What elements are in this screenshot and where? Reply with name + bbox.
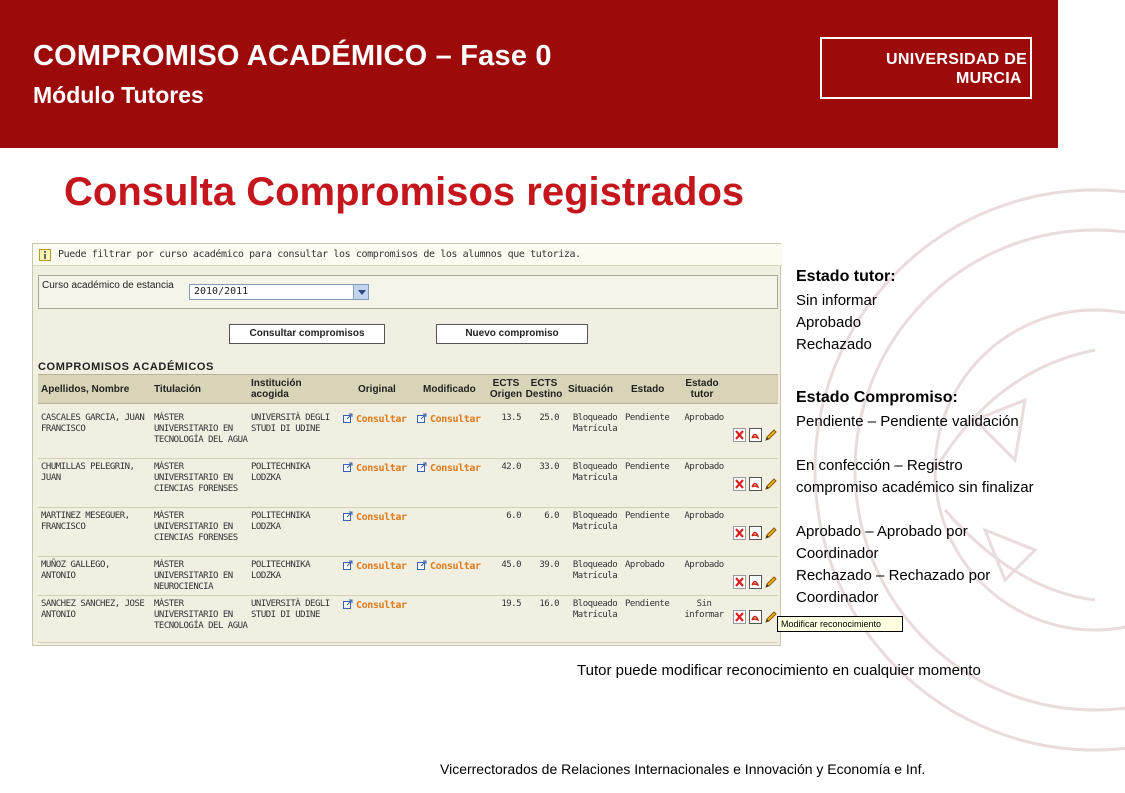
column-header: Estado tutor [685,378,719,400]
presentation-subtitle: Módulo Tutores [33,82,204,108]
cell-name: CASCALES GARCIA, JUAN FRANCISCO [41,413,145,434]
cell-situacion: Bloqueado Matrícula [572,413,618,434]
consultar-original-link[interactable] [343,413,407,425]
cell-estado: Pendiente [625,462,670,472]
edit-link-icon [417,462,427,472]
cell-institucion: UNIVERSITÀ DEGLI STUDI DI UDINE [251,599,330,620]
pdf-icon[interactable] [749,526,762,540]
estado-compromiso-item: Pendiente – Pendiente validación [796,413,1019,430]
consultar-modificado-link[interactable] [417,462,481,474]
header-band [0,0,1058,148]
pencil-icon[interactable] [764,610,777,624]
cell-titulacion: MÁSTER UNIVERSITARIO EN CIENCIAS FORENSES [154,462,238,494]
cell-estado-tutor: Aprobado [684,413,724,423]
table-row [38,596,778,643]
cell-estado: Aprobado [625,560,665,570]
estado-compromiso-title: Estado Compromiso: [796,389,958,406]
tutor-note: Tutor puede modificar reconocimiento en cualquier momento [577,662,981,679]
table-header [38,374,778,404]
filter-label: Curso académico de estancia [42,280,174,291]
cell-estado: Pendiente [625,511,670,521]
consultar-compromisos-button[interactable]: Consultar compromisos [229,324,385,344]
table-row [38,459,778,508]
cell-institucion: POLITECHNIKA LODZKA [251,511,311,532]
slide-title: Consulta Compromisos registrados [64,170,745,214]
column-header: Apellidos, Nombre [41,384,130,395]
cell-situacion: Bloqueado Matrícula [572,511,618,532]
link-label: Consultar [356,561,407,572]
cell-ects-destino: 33.0 [539,462,559,472]
info-text: Puede filtrar por curso académico para consultar los compromisos de los alumnos que tutoriza. [58,249,581,260]
section-title: COMPROMISOS ACADÉMICOS [38,361,214,373]
column-header: Modificado [423,384,476,395]
estado-tutor-title: Estado tutor: [796,268,896,285]
cell-ects-origen: 45.0 [501,560,521,570]
estado-compromiso-item: En confección – Registro compromiso académico sin finalizar [796,457,1034,496]
cell-name: CHUMILLAS PELEGRIN, JUAN [41,462,135,483]
estado-tutor-item: Rechazado [796,336,872,353]
cell-name: MUÑOZ GALLEGO, ANTONIO [41,560,110,581]
tooltip: Modificar reconocimiento [777,616,903,632]
delete-icon[interactable] [733,428,746,442]
cell-institucion: UNIVERSITÀ DEGLI STUDI DI UDINE [251,413,330,434]
link-label: Consultar [356,463,407,474]
link-label: Consultar [356,414,407,425]
link-label: Consultar [430,414,481,425]
cell-estado: Pendiente [625,413,670,423]
curso-select[interactable] [189,284,369,300]
pdf-icon[interactable] [749,575,762,589]
cell-institucion: POLITECHNIKA LODZKA [251,462,311,483]
link-label: Consultar [356,512,407,523]
cell-estado-tutor: Aprobado [684,560,724,570]
cell-ects-destino: 6.0 [544,511,559,521]
column-header: Estado [631,384,665,395]
edit-link-icon [343,599,353,609]
edit-link-icon [417,560,427,570]
edit-link-icon [343,462,353,472]
cell-name: SANCHEZ SANCHEZ, JOSE ANTONIO [41,599,145,620]
cell-ects-destino: 39.0 [539,560,559,570]
cell-ects-origen: 13.5 [501,413,521,423]
cell-estado-tutor: Aprobado [684,511,724,521]
cell-ects-origen: 6.0 [506,511,521,521]
cell-ects-origen: 19.5 [501,599,521,609]
link-label: Consultar [430,463,481,474]
cell-situacion: Bloqueado Matrícula [572,462,618,483]
cell-titulacion: MÁSTER UNIVERSITARIO EN CIENCIAS FORENSES [154,511,238,543]
pencil-icon[interactable] [764,428,777,442]
delete-icon[interactable] [733,526,746,540]
edit-link-icon [343,413,353,423]
cell-ects-origen: 42.0 [501,462,521,472]
column-header: Situación [568,384,614,395]
consultar-original-link[interactable] [343,599,407,611]
pencil-icon[interactable] [764,526,777,540]
estado-tutor-item: Sin informar [796,292,877,309]
pencil-icon[interactable] [764,575,777,589]
footer-text: Vicerrectorados de Relaciones Internacionales e Innovación y Economía e Inf. [440,761,926,777]
cell-estado-tutor: Sin informar [684,599,724,620]
column-header: ECTS Origen [489,378,523,400]
pdf-icon[interactable] [749,477,762,491]
column-header: ECTS Destino [525,378,563,400]
consultar-original-link[interactable] [343,462,407,474]
presentation-title: COMPROMISO ACADÉMICO – Fase 0 [33,40,552,72]
consultar-original-link[interactable] [343,511,407,523]
cell-estado: Pendiente [625,599,670,609]
link-label: Consultar [356,600,407,611]
cell-ects-destino: 25.0 [539,413,559,423]
cell-ects-destino: 16.0 [539,599,559,609]
delete-icon[interactable] [733,610,746,624]
cell-situacion: Bloqueado Matrícula [572,599,618,620]
logo-line-2: MURCIA [956,70,1022,87]
cell-titulacion: MÁSTER UNIVERSITARIO EN TECNOLOGÍA DEL AGUA [154,413,248,445]
filter-panel [38,275,778,309]
delete-icon[interactable] [733,575,746,589]
cell-titulacion: MÁSTER UNIVERSITARIO EN TECNOLOGÍA DEL AGUA [154,599,248,631]
cell-name: MARTINEZ MESEGUER, FRANCISCO [41,511,130,532]
pdf-icon[interactable] [749,610,762,624]
logo-line-1: UNIVERSIDAD DE [886,51,1028,68]
consultar-modificado-link[interactable] [417,560,481,572]
table-row [38,410,778,459]
column-header: Institución acogida [251,378,302,400]
university-logo [820,37,1032,99]
consultar-original-link[interactable] [343,560,407,572]
table-row [38,508,778,557]
cell-institucion: POLITECHNIKA LODZKA [251,560,311,581]
cell-titulacion: MÁSTER UNIVERSITARIO EN NEUROCIENCIA [154,560,233,592]
info-bar [33,244,782,266]
nuevo-compromiso-button[interactable]: Nuevo compromiso [436,324,588,344]
link-label: Consultar [430,561,481,572]
estado-compromiso-item: Rechazado – Rechazado por Coordinador [796,567,991,606]
pdf-icon[interactable] [749,428,762,442]
table-row [38,557,778,596]
edit-link-icon [343,511,353,521]
consultar-modificado-link[interactable] [417,413,481,425]
info-icon [39,249,51,261]
pencil-icon[interactable] [764,477,777,491]
edit-link-icon [417,413,427,423]
chevron-down-icon[interactable] [353,285,368,299]
estado-compromiso-item: Aprobado – Aprobado por Coordinador [796,523,968,562]
edit-link-icon [343,560,353,570]
delete-icon[interactable] [733,477,746,491]
cell-estado-tutor: Aprobado [684,462,724,472]
column-header: Titulación [154,384,202,395]
cell-situacion: Bloqueado Matrícula [572,560,618,581]
curso-select-value: 2010/2011 [194,286,249,297]
estado-tutor-item: Aprobado [796,314,862,331]
column-header: Original [358,384,396,395]
